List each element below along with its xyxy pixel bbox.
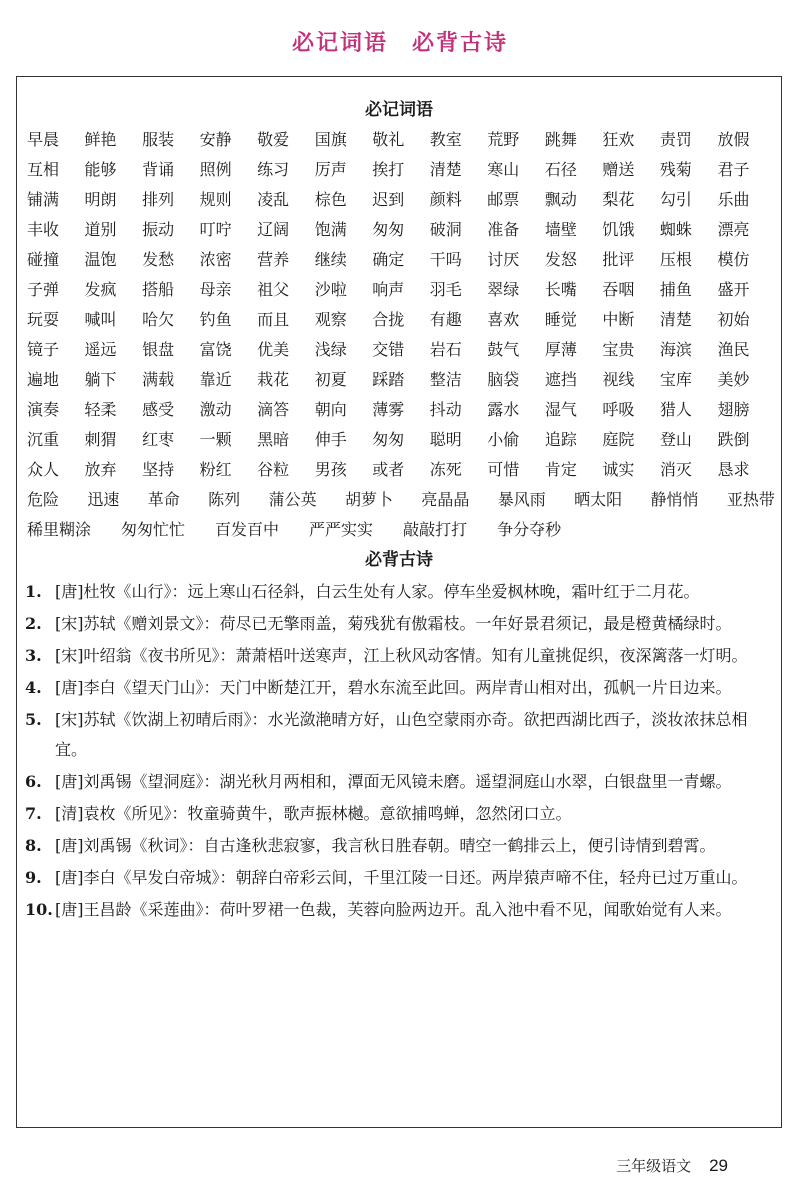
footer-label: 三年级语文 bbox=[616, 1157, 692, 1175]
word-item: 羽毛 bbox=[429, 280, 462, 299]
content-box bbox=[16, 76, 782, 1128]
page-footer bbox=[616, 1155, 728, 1176]
word-item: 放弃 bbox=[84, 460, 117, 479]
word-item: 激动 bbox=[199, 400, 232, 419]
poem-item bbox=[25, 705, 777, 765]
poem-number: 2. bbox=[25, 614, 42, 633]
word-item: 国旗 bbox=[314, 130, 347, 149]
word-item: 粉红 bbox=[199, 460, 232, 479]
word-item: 匆匆 bbox=[372, 220, 405, 239]
word-item: 凌乱 bbox=[257, 190, 290, 209]
word-item: 宝库 bbox=[659, 370, 692, 389]
word-item: 亮晶晶 bbox=[421, 490, 470, 509]
word-item: 镜子 bbox=[27, 340, 60, 359]
word-item: 继续 bbox=[314, 250, 347, 269]
word-item: 长嘴 bbox=[544, 280, 577, 299]
word-item: 响声 bbox=[372, 280, 405, 299]
word-item: 暴风雨 bbox=[497, 490, 546, 509]
word-item: 跌倒 bbox=[717, 430, 750, 449]
word-item: 陈列 bbox=[208, 490, 241, 509]
idiom-item: 百发百中 bbox=[215, 520, 280, 539]
word-item: 喜欢 bbox=[487, 310, 520, 329]
word-item: 岩石 bbox=[429, 340, 462, 359]
word-item: 寒山 bbox=[487, 160, 520, 179]
word-item: 革命 bbox=[147, 490, 180, 509]
poem-number: 4. bbox=[25, 678, 42, 697]
poem-item bbox=[25, 641, 777, 671]
poem-item bbox=[25, 609, 777, 639]
word-item: 消灭 bbox=[659, 460, 692, 479]
word-item: 红枣 bbox=[142, 430, 175, 449]
idioms-row bbox=[27, 515, 561, 545]
word-item: 鲜艳 bbox=[84, 130, 117, 149]
word-item: 银盘 bbox=[142, 340, 175, 359]
word-item: 黑暗 bbox=[257, 430, 290, 449]
poem-item bbox=[25, 577, 777, 607]
word-item: 刺猬 bbox=[84, 430, 117, 449]
words-wide-row bbox=[27, 485, 775, 515]
word-item: 喊叫 bbox=[84, 310, 117, 329]
word-item: 或者 bbox=[372, 460, 405, 479]
word-item: 母亲 bbox=[199, 280, 232, 299]
word-item: 胡萝卜 bbox=[344, 490, 393, 509]
poem-text: [宋]苏轼《饮湖上初晴后雨》：水光潋滟晴方好，山色空蒙雨亦奇。欲把西湖比西子，淡妆浓抹总相宜。 bbox=[55, 710, 748, 759]
poem-text: [唐]李白《早发白帝城》：朝辞白帝彩云间，千里江陵一日还。两岸猿声啼不住，轻舟已过万重山。 bbox=[55, 868, 748, 887]
word-item: 抖动 bbox=[429, 400, 462, 419]
poem-text: [唐]王昌龄《采莲曲》：荷叶罗裙一色裁，芙蓉向脸两边开。乱入池中看不见，闻歌始觉有人来。 bbox=[55, 900, 732, 919]
word-item: 清楚 bbox=[659, 310, 692, 329]
word-item: 靠近 bbox=[199, 370, 232, 389]
word-item: 厚薄 bbox=[544, 340, 577, 359]
word-item: 君子 bbox=[717, 160, 750, 179]
word-item: 浓密 bbox=[199, 250, 232, 269]
word-item: 薄雾 bbox=[372, 400, 405, 419]
word-item: 背诵 bbox=[142, 160, 175, 179]
poem-number: 1. bbox=[25, 582, 42, 601]
word-item: 众人 bbox=[27, 460, 60, 479]
poems-section-title: 必背古诗 bbox=[365, 550, 433, 570]
word-item: 谷粒 bbox=[257, 460, 290, 479]
idiom-item: 匆匆忙忙 bbox=[121, 520, 186, 539]
word-item: 美妙 bbox=[717, 370, 750, 389]
word-item: 敬礼 bbox=[372, 130, 405, 149]
word-item: 脑袋 bbox=[487, 370, 520, 389]
poem-text: [宋]叶绍翁《夜书所见》：萧萧梧叶送寒声，江上秋风动客情。知有儿童挑促织，夜深篱落一灯明。 bbox=[55, 646, 748, 665]
words-section-title: 必记词语 bbox=[365, 100, 433, 120]
word-item: 观察 bbox=[314, 310, 347, 329]
word-item: 合拢 bbox=[372, 310, 405, 329]
word-item: 赠送 bbox=[602, 160, 635, 179]
word-item: 男孩 bbox=[314, 460, 347, 479]
poem-item bbox=[25, 863, 777, 893]
word-item: 压根 bbox=[659, 250, 692, 269]
word-item: 坚持 bbox=[142, 460, 175, 479]
word-item: 丰收 bbox=[27, 220, 60, 239]
word-item: 遍地 bbox=[27, 370, 60, 389]
page-number: 29 bbox=[709, 1156, 728, 1175]
word-item: 梨花 bbox=[602, 190, 635, 209]
word-item: 练习 bbox=[257, 160, 290, 179]
word-item: 教室 bbox=[429, 130, 462, 149]
word-item: 叮咛 bbox=[199, 220, 232, 239]
word-item: 残菊 bbox=[659, 160, 692, 179]
word-item: 乐曲 bbox=[717, 190, 750, 209]
word-item: 恳求 bbox=[717, 460, 750, 479]
poem-number: 8. bbox=[25, 836, 42, 855]
word-item: 棕色 bbox=[314, 190, 347, 209]
word-item: 准备 bbox=[487, 220, 520, 239]
word-item: 荒野 bbox=[487, 130, 520, 149]
poem-text: [清]袁枚《所见》：牧童骑黄牛，歌声振林樾。意欲捕鸣蝉，忽然闭口立。 bbox=[55, 804, 572, 823]
word-item: 邮票 bbox=[487, 190, 520, 209]
word-item: 有趣 bbox=[429, 310, 462, 329]
word-item: 滴答 bbox=[257, 400, 290, 419]
word-item: 初始 bbox=[717, 310, 750, 329]
word-item: 一颗 bbox=[199, 430, 232, 449]
word-item: 挨打 bbox=[372, 160, 405, 179]
word-item: 露水 bbox=[487, 400, 520, 419]
word-item: 沉重 bbox=[27, 430, 60, 449]
word-item: 厉声 bbox=[314, 160, 347, 179]
word-item: 遥远 bbox=[84, 340, 117, 359]
word-item: 栽花 bbox=[257, 370, 290, 389]
word-item: 狂欢 bbox=[602, 130, 635, 149]
word-item: 辽阔 bbox=[257, 220, 290, 239]
word-item: 搭船 bbox=[142, 280, 175, 299]
poem-item bbox=[25, 895, 777, 925]
word-item: 模仿 bbox=[717, 250, 750, 269]
word-item: 沙啦 bbox=[314, 280, 347, 299]
poem-text: [唐]李白《望天门山》：天门中断楚江开，碧水东流至此回。两岸青山相对出，孤帆一片日边来。 bbox=[55, 678, 732, 697]
poem-item bbox=[25, 831, 777, 861]
word-item: 小偷 bbox=[487, 430, 520, 449]
word-item: 捕鱼 bbox=[659, 280, 692, 299]
word-item: 冻死 bbox=[429, 460, 462, 479]
word-item: 诚实 bbox=[602, 460, 635, 479]
poem-item bbox=[25, 673, 777, 703]
word-item: 吞咽 bbox=[602, 280, 635, 299]
word-item: 伸手 bbox=[314, 430, 347, 449]
idiom-item: 稀里糊涂 bbox=[27, 520, 92, 539]
word-item: 互相 bbox=[27, 160, 60, 179]
idiom-item: 争分夺秒 bbox=[497, 520, 562, 539]
page-title: 必记词语 必背古诗 bbox=[291, 30, 508, 56]
word-item: 祖父 bbox=[257, 280, 290, 299]
word-item: 庭院 bbox=[602, 430, 635, 449]
word-item: 干吗 bbox=[429, 250, 462, 269]
word-item: 饥饿 bbox=[602, 220, 635, 239]
word-item: 营养 bbox=[257, 250, 290, 269]
word-item: 清楚 bbox=[429, 160, 462, 179]
word-item: 浅绿 bbox=[314, 340, 347, 359]
word-item: 能够 bbox=[84, 160, 117, 179]
word-item: 发怒 bbox=[544, 250, 577, 269]
word-item: 哈欠 bbox=[142, 310, 175, 329]
poem-number: 3. bbox=[25, 646, 42, 665]
poem-number: 10. bbox=[25, 900, 53, 919]
word-item: 发疯 bbox=[84, 280, 117, 299]
word-item: 呼吸 bbox=[602, 400, 635, 419]
word-item: 敬爱 bbox=[257, 130, 290, 149]
word-item: 匆匆 bbox=[372, 430, 405, 449]
words-grid bbox=[27, 125, 775, 485]
poems-list bbox=[25, 577, 777, 927]
word-item: 服装 bbox=[142, 130, 175, 149]
poem-item bbox=[25, 799, 777, 829]
word-item: 铺满 bbox=[27, 190, 60, 209]
word-item: 排列 bbox=[142, 190, 175, 209]
word-item: 登山 bbox=[659, 430, 692, 449]
word-item: 晒太阳 bbox=[574, 490, 623, 509]
word-item: 钓鱼 bbox=[199, 310, 232, 329]
word-item: 朝向 bbox=[314, 400, 347, 419]
word-item: 明朗 bbox=[84, 190, 117, 209]
word-item: 颜料 bbox=[429, 190, 462, 209]
word-item: 满载 bbox=[142, 370, 175, 389]
word-item: 石径 bbox=[544, 160, 577, 179]
word-item: 照例 bbox=[199, 160, 232, 179]
word-item: 感受 bbox=[142, 400, 175, 419]
poem-text: [唐]刘禹锡《望洞庭》：湖光秋月两相和，潭面无风镜未磨。遥望洞庭山水翠，白银盘里一青螺。 bbox=[55, 772, 732, 791]
word-item: 墙壁 bbox=[544, 220, 577, 239]
word-item: 而且 bbox=[257, 310, 290, 329]
word-item: 躺下 bbox=[84, 370, 117, 389]
word-item: 盛开 bbox=[717, 280, 750, 299]
word-item: 子弹 bbox=[27, 280, 60, 299]
word-item: 温饱 bbox=[84, 250, 117, 269]
word-item: 道别 bbox=[84, 220, 117, 239]
word-item: 放假 bbox=[717, 130, 750, 149]
poem-number: 5. bbox=[25, 710, 42, 729]
idiom-item: 敲敲打打 bbox=[403, 520, 468, 539]
word-item: 静悄悄 bbox=[650, 490, 699, 509]
word-item: 勾引 bbox=[659, 190, 692, 209]
poem-number: 6. bbox=[25, 772, 42, 791]
word-item: 湿气 bbox=[544, 400, 577, 419]
word-item: 富饶 bbox=[199, 340, 232, 359]
word-item: 批评 bbox=[602, 250, 635, 269]
word-item: 迅速 bbox=[87, 490, 120, 509]
poem-text: [宋]苏轼《赠刘景文》：荷尽已无擎雨盖，菊残犹有傲霜枝。一年好景君须记，最是橙黄橘绿时。 bbox=[55, 614, 732, 633]
word-item: 肯定 bbox=[544, 460, 577, 479]
word-item: 聪明 bbox=[429, 430, 462, 449]
word-item: 规则 bbox=[199, 190, 232, 209]
poem-number: 9. bbox=[25, 868, 42, 887]
word-item: 翅膀 bbox=[717, 400, 750, 419]
word-item: 海滨 bbox=[659, 340, 692, 359]
word-item: 确定 bbox=[372, 250, 405, 269]
word-item: 迟到 bbox=[372, 190, 405, 209]
word-item: 破洞 bbox=[429, 220, 462, 239]
word-item: 踩踏 bbox=[372, 370, 405, 389]
word-item: 讨厌 bbox=[487, 250, 520, 269]
word-item: 视线 bbox=[602, 370, 635, 389]
word-item: 追踪 bbox=[544, 430, 577, 449]
word-item: 玩耍 bbox=[27, 310, 60, 329]
word-item: 渔民 bbox=[717, 340, 750, 359]
word-item: 发愁 bbox=[142, 250, 175, 269]
poem-text: [唐]杜牧《山行》：远上寒山石径斜，白云生处有人家。停车坐爱枫林晚，霜叶红于二月花。 bbox=[55, 582, 700, 601]
word-item: 演奏 bbox=[27, 400, 60, 419]
word-item: 睡觉 bbox=[544, 310, 577, 329]
word-item: 轻柔 bbox=[84, 400, 117, 419]
poem-text: [唐]刘禹锡《秋词》：自古逢秋悲寂寥，我言秋日胜春朝。晴空一鹤排云上，便引诗情到碧霄。 bbox=[55, 836, 716, 855]
word-item: 初夏 bbox=[314, 370, 347, 389]
word-item: 饱满 bbox=[314, 220, 347, 239]
word-item: 早晨 bbox=[27, 130, 60, 149]
word-item: 交错 bbox=[372, 340, 405, 359]
word-item: 蜘蛛 bbox=[659, 220, 692, 239]
word-item: 整洁 bbox=[429, 370, 462, 389]
word-item: 碰撞 bbox=[27, 250, 60, 269]
idiom-item: 严严实实 bbox=[309, 520, 374, 539]
word-item: 漂亮 bbox=[717, 220, 750, 239]
word-item: 翠绿 bbox=[487, 280, 520, 299]
word-item: 亚热带 bbox=[726, 490, 775, 509]
word-item: 安静 bbox=[199, 130, 232, 149]
word-item: 鼓气 bbox=[487, 340, 520, 359]
word-item: 责罚 bbox=[659, 130, 692, 149]
word-item: 中断 bbox=[602, 310, 635, 329]
word-item: 猎人 bbox=[659, 400, 692, 419]
word-item: 可惜 bbox=[487, 460, 520, 479]
word-item: 宝贵 bbox=[602, 340, 635, 359]
poem-number: 7. bbox=[25, 804, 42, 823]
word-item: 跳舞 bbox=[544, 130, 577, 149]
word-item: 蒲公英 bbox=[268, 490, 317, 509]
poem-item bbox=[25, 767, 777, 797]
word-item: 优美 bbox=[257, 340, 290, 359]
word-item: 遮挡 bbox=[544, 370, 577, 389]
word-item: 危险 bbox=[27, 490, 60, 509]
word-item: 飘动 bbox=[544, 190, 577, 209]
word-item: 振动 bbox=[142, 220, 175, 239]
